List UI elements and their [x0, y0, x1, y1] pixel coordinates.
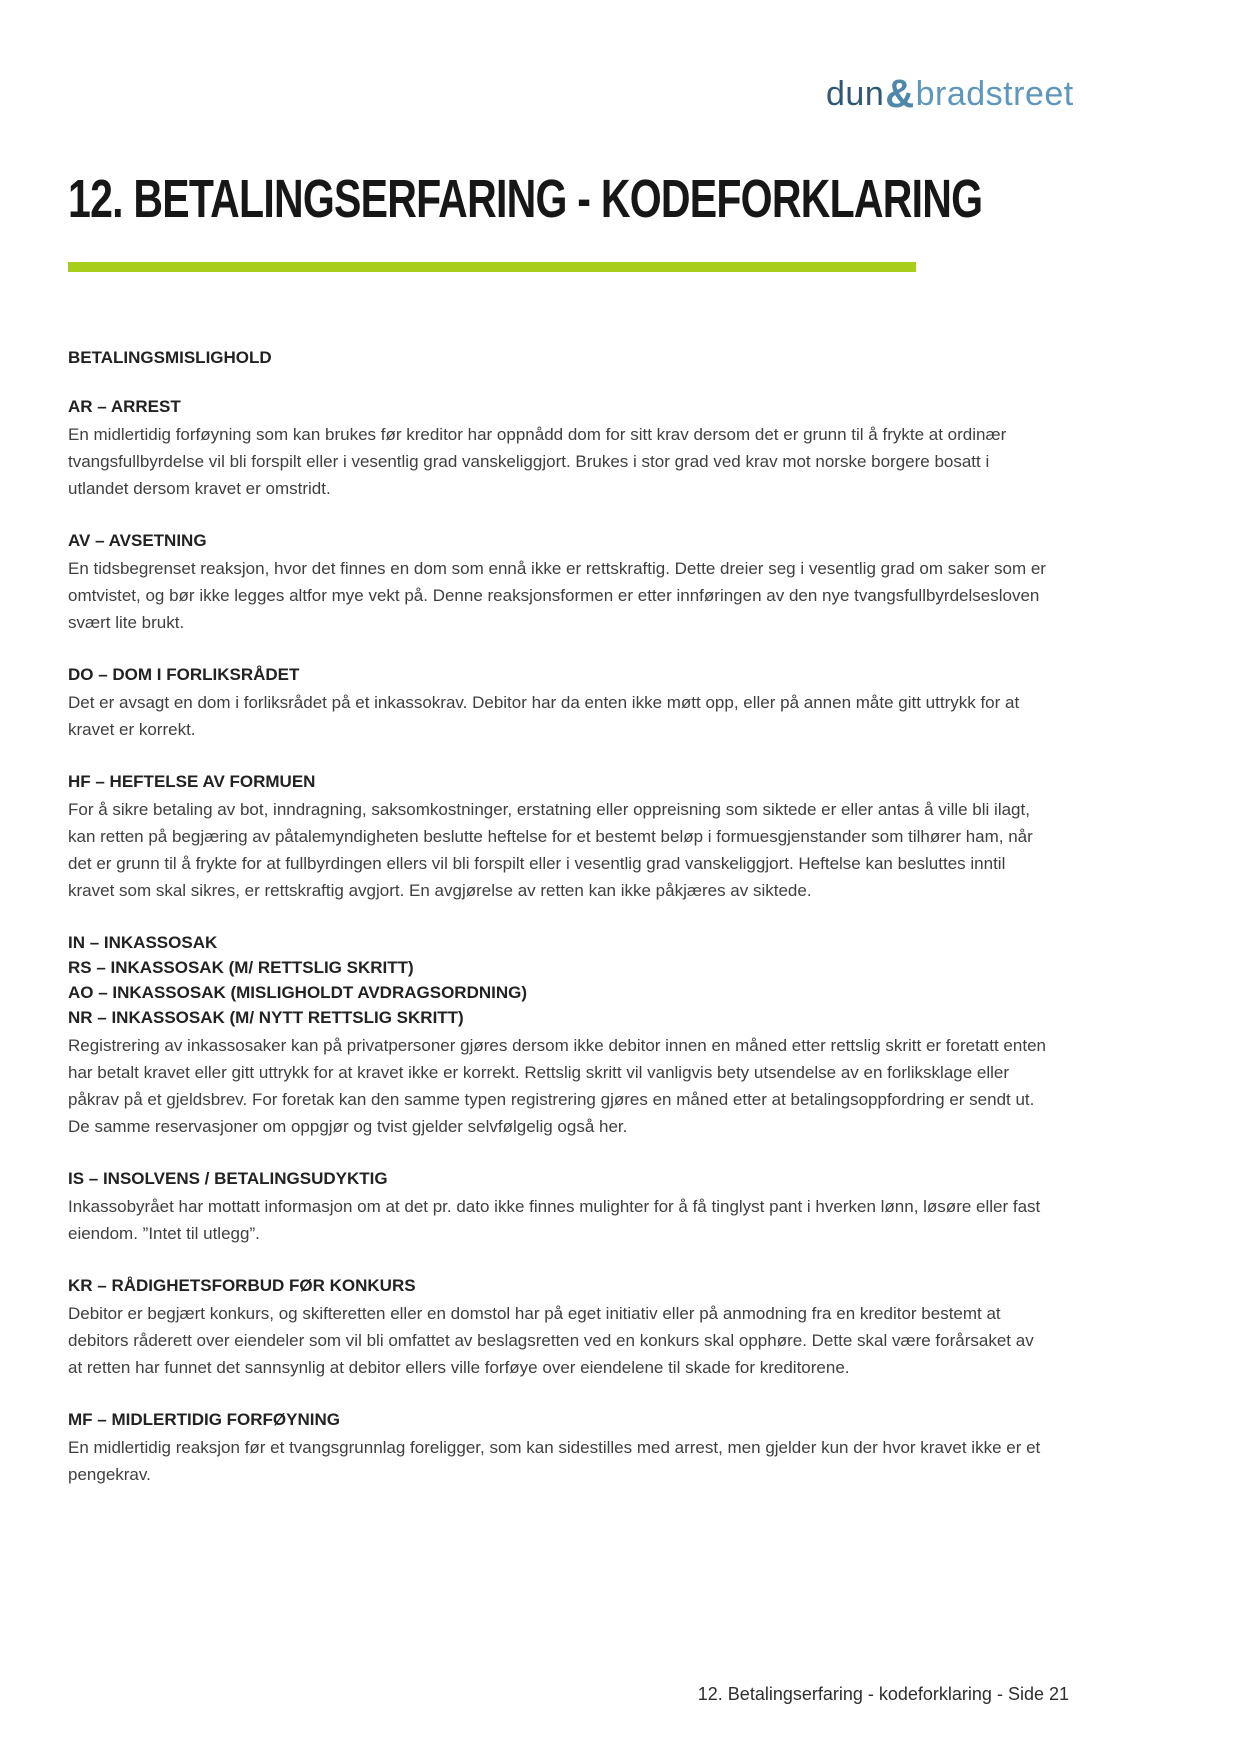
code-entry — [68, 528, 1050, 636]
entry-headings — [68, 769, 1050, 794]
code-entry — [68, 769, 1050, 904]
entry-body: Det er avsagt en dom i forliksrådet på et inkassokrav. Debitor har da enten ikke møtt opp, eller på annen måte gitt uttrykk for at kravet er korrekt. — [68, 693, 1020, 739]
entry-heading: IS – INSOLVENS / BETALINGSUDYKTIG — [68, 1169, 388, 1188]
document-content — [68, 348, 1050, 1514]
code-entry — [68, 394, 1050, 502]
entry-heading: DO – DOM I FORLIKSRÅDET — [68, 665, 300, 684]
title-divider — [68, 262, 916, 272]
logo-text-dun: dun — [826, 75, 885, 113]
entry-headings — [68, 930, 1050, 1030]
entry-headings — [68, 528, 1050, 553]
entry-headings — [68, 394, 1050, 419]
entry-heading: AR – ARREST — [68, 397, 181, 416]
code-entry — [68, 1407, 1050, 1488]
entry-heading: KR – RÅDIGHETSFORBUD FØR KONKURS — [68, 1276, 416, 1295]
code-entry — [68, 1166, 1050, 1247]
entry-heading: MF – MIDLERTIDIG FORFØYNING — [68, 1410, 340, 1429]
ampersand-icon: & — [885, 72, 915, 116]
entry-heading: AV – AVSETNING — [68, 531, 207, 550]
code-entry — [68, 662, 1050, 743]
entry-headings — [68, 662, 1050, 687]
entry-headings — [68, 1166, 1050, 1191]
entry-heading: AO – INKASSOSAK (MISLIGHOLDT AVDRAGSORDNING) — [68, 983, 528, 1002]
entry-headings — [68, 1273, 1050, 1298]
dun-bradstreet-logo — [826, 72, 1074, 117]
entry-body: En tidsbegrenset reaksjon, hvor det finnes en dom som ennå ikke er rettskraftig. Dette dreier seg i vesentlig grad om saker som er omtvistet, og bør ikke legges altfor mye vekt på. Denne reaksjonsformen er etter innføringen av den nye tvangsfullbyrdelsesloven svært lite brukt. — [68, 559, 1046, 632]
entry-heading: HF – HEFTELSE AV FORMUEN — [68, 772, 316, 791]
entry-body: Registrering av inkassosaker kan på privatpersoner gjøres dersom ikke debitor innen en måned etter rettslig skritt er foretatt enten har betalt kravet eller gitt uttrykk for at kravet ikke er korrekt. Rettslig skritt vil vanligvis bety utsendelse av en forliksklage eller påkrav på et gjeldsbrev. For foretak kan den samme typen registrering gjøres en måned etter at betalingsoppfordring er sendt ut. De samme reservasjoner om oppgjør og tvist gjelder selvfølgelig også her. — [68, 1036, 1046, 1136]
entry-body: For å sikre betaling av bot, inndragning, saksomkostninger, erstatning eller oppreisning som siktede er eller antas å ville bli ilagt, kan retten på begjæring av påtalemyndigheten beslutte heftelse for et bestemt beløp i formuesgjenstander som tilhører ham, når det er grunn til å frykte for at fullbyrdingen ellers vil bli forspilt eller i vesentlig grad vanskeliggjort. Heftelse kan besluttes inntil kravet som skal sikres, er rettskraftig avgjort. En avgjørelse av retten kan ikke påkjæres av siktede. — [68, 800, 1033, 900]
entry-body: En midlertidig reaksjon før et tvangsgrunnlag foreligger, som kan sidestilles med arrest, men gjelder kun der hvor kravet ikke er et pengekrav. — [68, 1438, 1041, 1484]
entries — [68, 394, 1050, 1488]
entry-body: Inkassobyrået har mottatt informasjon om at det pr. dato ikke finnes mulighter for å få tinglyst pant i hverken lønn, løsøre eller fast eiendom. ”Intet til utlegg”. — [68, 1197, 1041, 1243]
entry-headings — [68, 1407, 1050, 1432]
entry-body: En midlertidig forføyning som kan brukes før kreditor har oppnådd dom for sitt krav dersom det er grunn til å frykte at ordinær tvangsfullbyrdelse vil bli forspilt eller i vesentlig grad vanskeliggjort. Brukes i stor grad ved krav mot norske borgere bosatt i utlandet dersom kravet er omstridt. — [68, 425, 1007, 498]
code-entry — [68, 1273, 1050, 1381]
code-entry — [68, 930, 1050, 1140]
logo-text-bradstreet: bradstreet — [915, 75, 1074, 113]
page-footer: 12. Betalingserfaring - kodeforklaring - Side 21 — [697, 1684, 1069, 1704]
entry-heading: RS – INKASSOSAK (M/ RETTSLIG SKRITT) — [68, 958, 414, 977]
entry-heading: IN – INKASSOSAK — [68, 933, 218, 952]
page-title-text: 12. BETALINGSERFARING - KODEFORKLARING — [68, 169, 983, 229]
page-title — [68, 168, 1241, 230]
section-header: BETALINGSMISLIGHOLD — [68, 348, 272, 367]
entry-body: Debitor er begjært konkurs, og skifteretten eller en domstol har på eget initiativ eller på anmodning fra en kreditor bestemt at debitors råderett over eiendeler som vil bli omfattet av beslagsretten ved en konkurs skal opphøre. Dette skal være forårsaket av at retten har funnet det sannsynlig at debitor ellers ville forføye over eiendelene til skade for kreditorene. — [68, 1304, 1034, 1377]
entry-heading: NR – INKASSOSAK (M/ NYTT RETTSLIG SKRITT) — [68, 1008, 464, 1027]
